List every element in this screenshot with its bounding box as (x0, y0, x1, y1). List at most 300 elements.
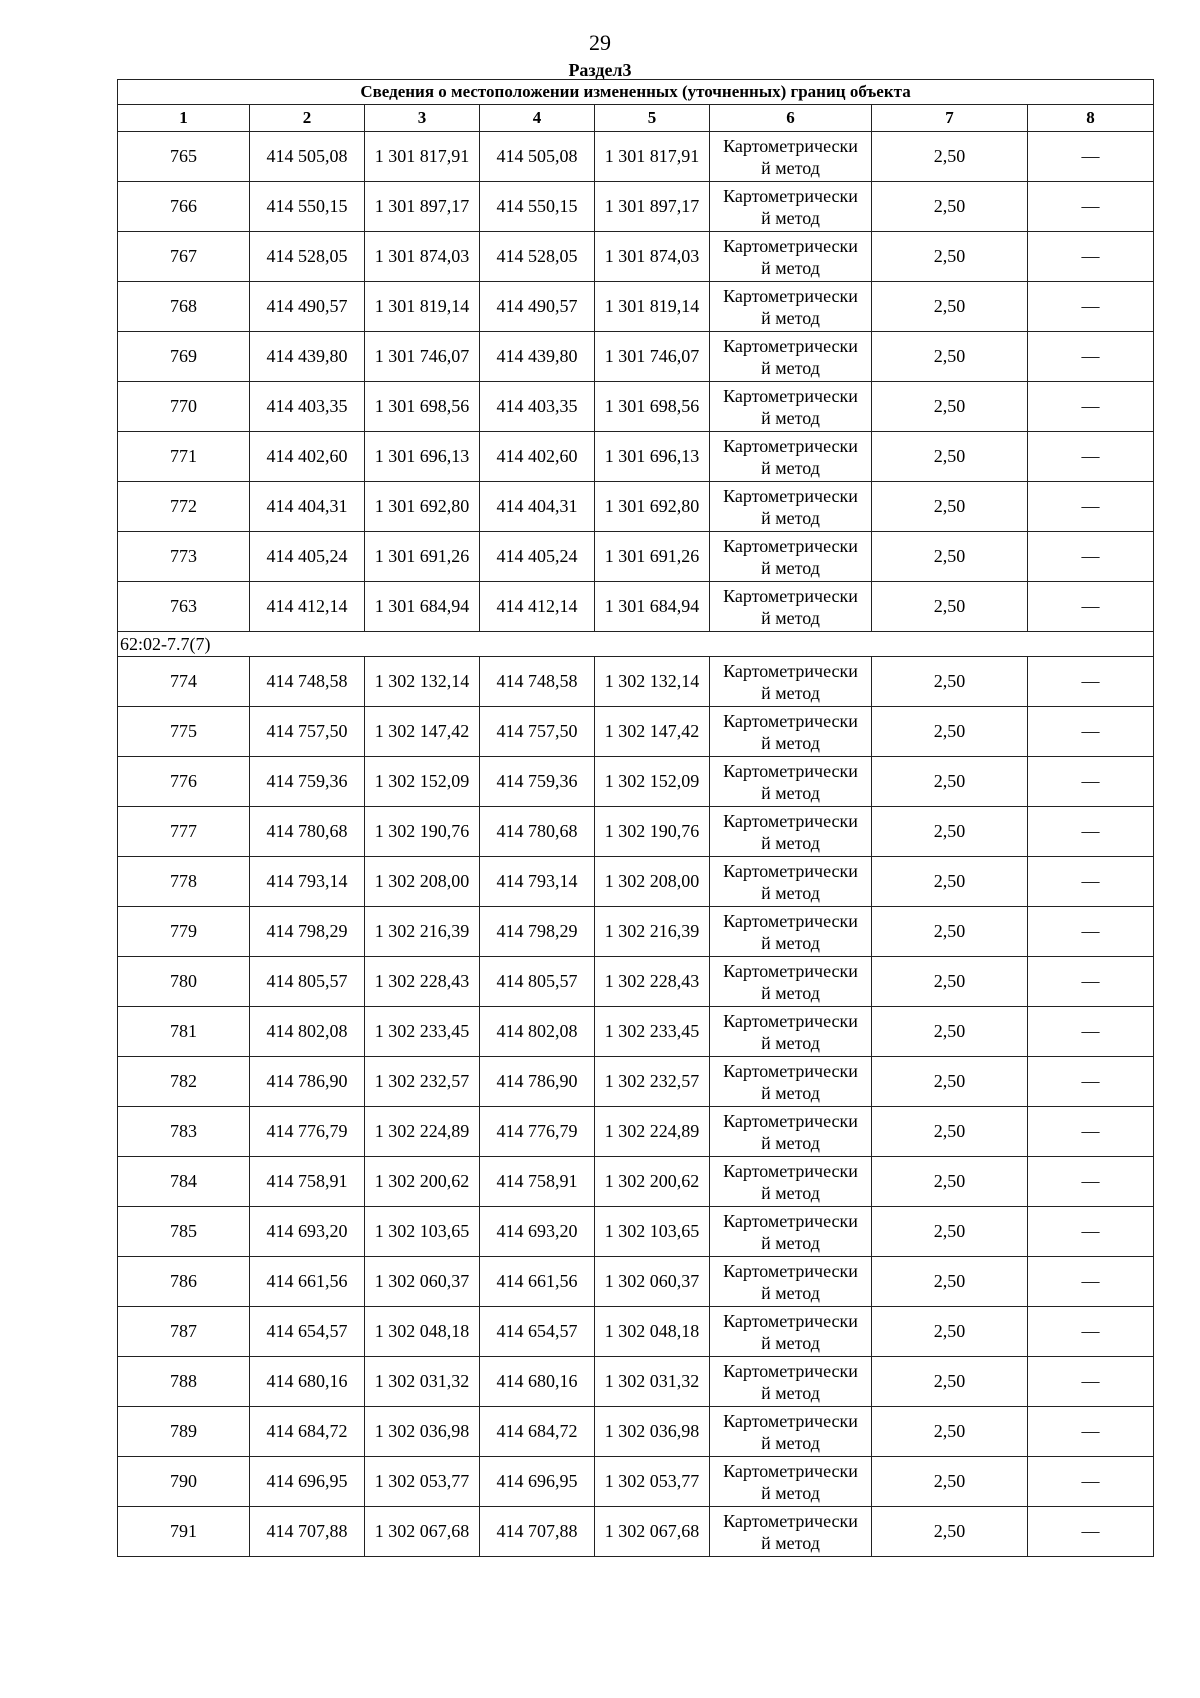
x-new-cell: 414 412,14 (480, 582, 595, 632)
y-new-cell: 1 302 216,39 (595, 907, 710, 957)
method-line: й метод (761, 257, 820, 278)
precision-cell: 2,50 (872, 482, 1028, 532)
point-number-cell: 776 (118, 757, 250, 807)
y-existing-cell: 1 302 053,77 (365, 1457, 480, 1507)
method-line: й метод (761, 932, 820, 953)
precision-cell: 2,50 (872, 1157, 1028, 1207)
table-row (118, 132, 1154, 182)
method-cell (710, 1057, 872, 1107)
x-existing-cell: 414 776,79 (250, 1107, 365, 1157)
y-new-cell: 1 301 817,91 (595, 132, 710, 182)
table-row (118, 1407, 1154, 1457)
x-existing-cell: 414 693,20 (250, 1207, 365, 1257)
precision-cell: 2,50 (872, 182, 1028, 232)
x-existing-cell: 414 661,56 (250, 1257, 365, 1307)
column-header: 4 (480, 105, 595, 132)
point-number-cell: 782 (118, 1057, 250, 1107)
description-cell: — (1028, 1307, 1154, 1357)
point-number-cell: 774 (118, 657, 250, 707)
precision-cell: 2,50 (872, 132, 1028, 182)
y-new-cell: 1 301 819,14 (595, 282, 710, 332)
precision-cell: 2,50 (872, 532, 1028, 582)
method-line: Картометрически (723, 860, 858, 881)
description-cell: — (1028, 1057, 1154, 1107)
point-number-cell: 768 (118, 282, 250, 332)
method-line: й метод (761, 1082, 820, 1103)
x-new-cell: 414 550,15 (480, 182, 595, 232)
precision-cell: 2,50 (872, 582, 1028, 632)
method-cell (710, 657, 872, 707)
method-line: Картометрически (723, 1160, 858, 1181)
y-new-cell: 1 302 147,42 (595, 707, 710, 757)
x-existing-cell: 414 802,08 (250, 1007, 365, 1057)
point-number-cell: 788 (118, 1357, 250, 1407)
method-line: Картометрически (723, 435, 858, 456)
method-line: Картометрически (723, 810, 858, 831)
x-existing-cell: 414 759,36 (250, 757, 365, 807)
x-existing-cell: 414 505,08 (250, 132, 365, 182)
x-new-cell: 414 696,95 (480, 1457, 595, 1507)
method-line: й метод (761, 457, 820, 478)
method-cell (710, 482, 872, 532)
method-line: Картометрически (723, 760, 858, 781)
table-row (118, 1057, 1154, 1107)
y-new-cell: 1 302 103,65 (595, 1207, 710, 1257)
point-number-cell: 784 (118, 1157, 250, 1207)
table-row (118, 182, 1154, 232)
y-existing-cell: 1 302 228,43 (365, 957, 480, 1007)
group-label: 62:02-7.7(7) (118, 632, 1154, 657)
method-line: Картометрически (723, 585, 858, 606)
x-existing-cell: 414 780,68 (250, 807, 365, 857)
x-existing-cell: 414 412,14 (250, 582, 365, 632)
y-new-cell: 1 302 224,89 (595, 1107, 710, 1157)
method-cell (710, 707, 872, 757)
description-cell: — (1028, 807, 1154, 857)
method-cell (710, 332, 872, 382)
description-cell: — (1028, 1357, 1154, 1407)
y-existing-cell: 1 302 233,45 (365, 1007, 480, 1057)
description-cell: — (1028, 432, 1154, 482)
x-new-cell: 414 786,90 (480, 1057, 595, 1107)
method-line: Картометрически (723, 1110, 858, 1131)
table-caption-row (118, 80, 1154, 105)
x-existing-cell: 414 490,57 (250, 282, 365, 332)
method-line: й метод (761, 1182, 820, 1203)
boundary-coordinates-table (117, 79, 1154, 1557)
table-row (118, 857, 1154, 907)
precision-cell: 2,50 (872, 1057, 1028, 1107)
point-number-cell: 773 (118, 532, 250, 582)
method-line: Картометрически (723, 535, 858, 556)
method-cell (710, 432, 872, 482)
x-new-cell: 414 528,05 (480, 232, 595, 282)
precision-cell: 2,50 (872, 382, 1028, 432)
method-cell (710, 1257, 872, 1307)
description-cell: — (1028, 1407, 1154, 1457)
x-existing-cell: 414 757,50 (250, 707, 365, 757)
method-line: й метод (761, 1332, 820, 1353)
x-new-cell: 414 405,24 (480, 532, 595, 582)
method-line: Картометрически (723, 285, 858, 306)
method-cell (710, 582, 872, 632)
method-line: Картометрически (723, 235, 858, 256)
y-existing-cell: 1 302 208,00 (365, 857, 480, 907)
x-existing-cell: 414 758,91 (250, 1157, 365, 1207)
method-line: й метод (761, 407, 820, 428)
table-row (118, 807, 1154, 857)
column-header: 1 (118, 105, 250, 132)
section-title: Раздел3 (568, 60, 632, 80)
description-cell: — (1028, 857, 1154, 907)
method-line: й метод (761, 1132, 820, 1153)
point-number-cell: 787 (118, 1307, 250, 1357)
x-existing-cell: 414 404,31 (250, 482, 365, 532)
method-line: й метод (761, 507, 820, 528)
y-new-cell: 1 301 746,07 (595, 332, 710, 382)
x-new-cell: 414 661,56 (480, 1257, 595, 1307)
y-new-cell: 1 302 200,62 (595, 1157, 710, 1207)
point-number-cell: 779 (118, 907, 250, 957)
description-cell: — (1028, 532, 1154, 582)
method-cell (710, 382, 872, 432)
description-cell: — (1028, 232, 1154, 282)
x-new-cell: 414 654,57 (480, 1307, 595, 1357)
method-cell (710, 807, 872, 857)
y-new-cell: 1 301 692,80 (595, 482, 710, 532)
method-cell (710, 232, 872, 282)
y-new-cell: 1 302 067,68 (595, 1507, 710, 1557)
table-row (118, 1507, 1154, 1557)
method-line: Картометрически (723, 1010, 858, 1031)
point-number-cell: 785 (118, 1207, 250, 1257)
y-new-cell: 1 302 060,37 (595, 1257, 710, 1307)
x-new-cell: 414 748,58 (480, 657, 595, 707)
point-number-cell: 770 (118, 382, 250, 432)
method-line: Картометрически (723, 1310, 858, 1331)
y-existing-cell: 1 302 232,57 (365, 1057, 480, 1107)
point-number-cell: 780 (118, 957, 250, 1007)
y-existing-cell: 1 301 817,91 (365, 132, 480, 182)
x-new-cell: 414 793,14 (480, 857, 595, 907)
method-line: й метод (761, 832, 820, 853)
y-existing-cell: 1 301 897,17 (365, 182, 480, 232)
method-line: Картометрически (723, 1460, 858, 1481)
x-new-cell: 414 780,68 (480, 807, 595, 857)
method-cell (710, 1407, 872, 1457)
x-new-cell: 414 505,08 (480, 132, 595, 182)
point-number-cell: 778 (118, 857, 250, 907)
x-existing-cell: 414 696,95 (250, 1457, 365, 1507)
point-number-cell: 763 (118, 582, 250, 632)
column-header: 8 (1028, 105, 1154, 132)
method-cell (710, 1357, 872, 1407)
point-number-cell: 775 (118, 707, 250, 757)
point-number-cell: 789 (118, 1407, 250, 1457)
method-line: Картометрически (723, 335, 858, 356)
x-existing-cell: 414 403,35 (250, 382, 365, 432)
column-header: 7 (872, 105, 1028, 132)
x-existing-cell: 414 550,15 (250, 182, 365, 232)
table-row (118, 707, 1154, 757)
method-line: Картометрически (723, 185, 858, 206)
x-new-cell: 414 759,36 (480, 757, 595, 807)
y-new-cell: 1 302 036,98 (595, 1407, 710, 1457)
y-new-cell: 1 301 874,03 (595, 232, 710, 282)
x-new-cell: 414 404,31 (480, 482, 595, 532)
column-header: 3 (365, 105, 480, 132)
description-cell: — (1028, 757, 1154, 807)
x-new-cell: 414 802,08 (480, 1007, 595, 1057)
method-cell (710, 1307, 872, 1357)
y-new-cell: 1 301 684,94 (595, 582, 710, 632)
method-line: й метод (761, 682, 820, 703)
precision-cell: 2,50 (872, 657, 1028, 707)
table-row (118, 1207, 1154, 1257)
method-cell (710, 907, 872, 957)
method-line: й метод (761, 1382, 820, 1403)
x-new-cell: 414 757,50 (480, 707, 595, 757)
description-cell: — (1028, 1107, 1154, 1157)
y-existing-cell: 1 301 698,56 (365, 382, 480, 432)
x-new-cell: 414 758,91 (480, 1157, 595, 1207)
x-new-cell: 414 439,80 (480, 332, 595, 382)
table-row (118, 757, 1154, 807)
y-new-cell: 1 302 232,57 (595, 1057, 710, 1107)
y-new-cell: 1 302 228,43 (595, 957, 710, 1007)
method-line: й метод (761, 1432, 820, 1453)
table-row (118, 432, 1154, 482)
y-existing-cell: 1 302 147,42 (365, 707, 480, 757)
table-row (118, 907, 1154, 957)
description-cell: — (1028, 182, 1154, 232)
x-new-cell: 414 776,79 (480, 1107, 595, 1157)
method-cell (710, 1157, 872, 1207)
precision-cell: 2,50 (872, 282, 1028, 332)
y-new-cell: 1 302 048,18 (595, 1307, 710, 1357)
precision-cell: 2,50 (872, 1357, 1028, 1407)
precision-cell: 2,50 (872, 1507, 1028, 1557)
y-existing-cell: 1 302 048,18 (365, 1307, 480, 1357)
y-existing-cell: 1 301 819,14 (365, 282, 480, 332)
precision-cell: 2,50 (872, 1457, 1028, 1507)
x-new-cell: 414 798,29 (480, 907, 595, 957)
method-line: й метод (761, 1032, 820, 1053)
method-line: й метод (761, 1482, 820, 1503)
method-cell (710, 132, 872, 182)
x-existing-cell: 414 798,29 (250, 907, 365, 957)
point-number-cell: 790 (118, 1457, 250, 1507)
table-row (118, 532, 1154, 582)
method-line: Картометрически (723, 485, 858, 506)
description-cell: — (1028, 1507, 1154, 1557)
y-existing-cell: 1 301 746,07 (365, 332, 480, 382)
x-new-cell: 414 490,57 (480, 282, 595, 332)
x-existing-cell: 414 786,90 (250, 1057, 365, 1107)
x-existing-cell: 414 654,57 (250, 1307, 365, 1357)
method-line: Картометрически (723, 1410, 858, 1431)
x-existing-cell: 414 528,05 (250, 232, 365, 282)
x-existing-cell: 414 680,16 (250, 1357, 365, 1407)
x-new-cell: 414 805,57 (480, 957, 595, 1007)
point-number-cell: 791 (118, 1507, 250, 1557)
method-line: Картометрически (723, 135, 858, 156)
y-existing-cell: 1 301 691,26 (365, 532, 480, 582)
method-line: Картометрически (723, 910, 858, 931)
y-new-cell: 1 301 691,26 (595, 532, 710, 582)
method-line: Картометрически (723, 1360, 858, 1381)
y-existing-cell: 1 302 067,68 (365, 1507, 480, 1557)
method-line: Картометрически (723, 710, 858, 731)
y-new-cell: 1 301 696,13 (595, 432, 710, 482)
table-row (118, 232, 1154, 282)
y-existing-cell: 1 302 132,14 (365, 657, 480, 707)
point-number-cell: 766 (118, 182, 250, 232)
method-cell (710, 532, 872, 582)
method-line: й метод (761, 307, 820, 328)
method-line: й метод (761, 207, 820, 228)
method-line: й метод (761, 1532, 820, 1553)
method-line: Картометрически (723, 1510, 858, 1531)
description-cell: — (1028, 1007, 1154, 1057)
method-line: й метод (761, 1282, 820, 1303)
y-new-cell: 1 301 897,17 (595, 182, 710, 232)
method-line: й метод (761, 982, 820, 1003)
group-row (118, 632, 1154, 657)
precision-cell: 2,50 (872, 232, 1028, 282)
description-cell: — (1028, 132, 1154, 182)
precision-cell: 2,50 (872, 332, 1028, 382)
precision-cell: 2,50 (872, 1407, 1028, 1457)
x-new-cell: 414 403,35 (480, 382, 595, 432)
table-row (118, 482, 1154, 532)
method-cell (710, 1007, 872, 1057)
table-row (118, 282, 1154, 332)
method-line: й метод (761, 607, 820, 628)
y-new-cell: 1 302 031,32 (595, 1357, 710, 1407)
method-line: й метод (761, 357, 820, 378)
y-existing-cell: 1 302 103,65 (365, 1207, 480, 1257)
y-existing-cell: 1 302 060,37 (365, 1257, 480, 1307)
table-row (118, 1007, 1154, 1057)
table-row (118, 382, 1154, 432)
table-caption: Сведения о местоположении измененных (уточненных) границ объекта (118, 80, 1154, 105)
table-row (118, 1157, 1154, 1207)
y-existing-cell: 1 302 200,62 (365, 1157, 480, 1207)
point-number-cell: 769 (118, 332, 250, 382)
table-row (118, 1307, 1154, 1357)
table-row (118, 657, 1154, 707)
y-existing-cell: 1 302 152,09 (365, 757, 480, 807)
x-existing-cell: 414 805,57 (250, 957, 365, 1007)
description-cell: — (1028, 382, 1154, 432)
y-existing-cell: 1 301 696,13 (365, 432, 480, 482)
precision-cell: 2,50 (872, 1207, 1028, 1257)
method-cell (710, 1207, 872, 1257)
y-existing-cell: 1 302 224,89 (365, 1107, 480, 1157)
method-line: й метод (761, 557, 820, 578)
x-existing-cell: 414 684,72 (250, 1407, 365, 1457)
precision-cell: 2,50 (872, 957, 1028, 1007)
x-existing-cell: 414 793,14 (250, 857, 365, 907)
method-cell (710, 857, 872, 907)
precision-cell: 2,50 (872, 807, 1028, 857)
method-cell (710, 757, 872, 807)
y-new-cell: 1 301 698,56 (595, 382, 710, 432)
description-cell: — (1028, 657, 1154, 707)
x-new-cell: 414 684,72 (480, 1407, 595, 1457)
point-number-cell: 765 (118, 132, 250, 182)
table-row (118, 1107, 1154, 1157)
precision-cell: 2,50 (872, 707, 1028, 757)
method-line: й метод (761, 157, 820, 178)
point-number-cell: 771 (118, 432, 250, 482)
description-cell: — (1028, 1457, 1154, 1507)
x-existing-cell: 414 748,58 (250, 657, 365, 707)
description-cell: — (1028, 1207, 1154, 1257)
description-cell: — (1028, 332, 1154, 382)
point-number-cell: 772 (118, 482, 250, 532)
y-new-cell: 1 302 053,77 (595, 1457, 710, 1507)
y-new-cell: 1 302 233,45 (595, 1007, 710, 1057)
x-existing-cell: 414 402,60 (250, 432, 365, 482)
point-number-cell: 783 (118, 1107, 250, 1157)
x-existing-cell: 414 439,80 (250, 332, 365, 382)
y-existing-cell: 1 301 692,80 (365, 482, 480, 532)
precision-cell: 2,50 (872, 757, 1028, 807)
y-existing-cell: 1 301 874,03 (365, 232, 480, 282)
description-cell: — (1028, 957, 1154, 1007)
page-number: 29 (589, 30, 611, 55)
description-cell: — (1028, 282, 1154, 332)
x-new-cell: 414 707,88 (480, 1507, 595, 1557)
precision-cell: 2,50 (872, 1307, 1028, 1357)
x-new-cell: 414 680,16 (480, 1357, 595, 1407)
method-line: Картометрически (723, 1210, 858, 1231)
column-number-row (118, 105, 1154, 132)
method-line: Картометрически (723, 385, 858, 406)
column-header: 6 (710, 105, 872, 132)
table-row (118, 1257, 1154, 1307)
x-existing-cell: 414 405,24 (250, 532, 365, 582)
precision-cell: 2,50 (872, 1107, 1028, 1157)
precision-cell: 2,50 (872, 907, 1028, 957)
method-line: й метод (761, 882, 820, 903)
method-cell (710, 182, 872, 232)
column-header: 2 (250, 105, 365, 132)
y-existing-cell: 1 302 036,98 (365, 1407, 480, 1457)
y-new-cell: 1 302 152,09 (595, 757, 710, 807)
table-row (118, 332, 1154, 382)
point-number-cell: 767 (118, 232, 250, 282)
y-existing-cell: 1 302 216,39 (365, 907, 480, 957)
method-line: й метод (761, 732, 820, 753)
description-cell: — (1028, 707, 1154, 757)
y-new-cell: 1 302 132,14 (595, 657, 710, 707)
method-cell (710, 1107, 872, 1157)
table-row (118, 957, 1154, 1007)
method-cell (710, 1457, 872, 1507)
description-cell: — (1028, 1157, 1154, 1207)
method-cell (710, 282, 872, 332)
x-new-cell: 414 402,60 (480, 432, 595, 482)
y-existing-cell: 1 301 684,94 (365, 582, 480, 632)
method-line: й метод (761, 782, 820, 803)
method-line: й метод (761, 1232, 820, 1253)
point-number-cell: 777 (118, 807, 250, 857)
y-existing-cell: 1 302 190,76 (365, 807, 480, 857)
precision-cell: 2,50 (872, 432, 1028, 482)
